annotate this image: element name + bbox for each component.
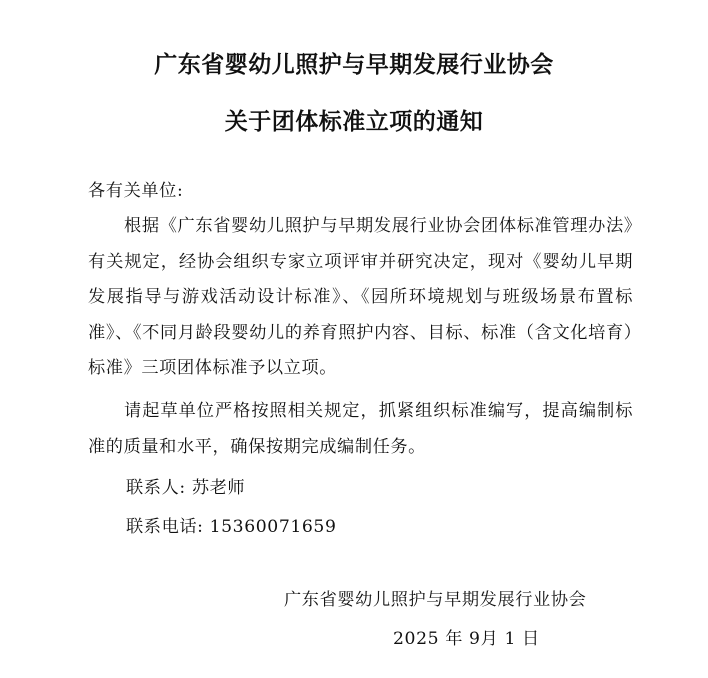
contact-person: 联系人: 苏老师 [126, 478, 246, 498]
paragraph-2: 请起草单位严格按照相关规定，抓紧组织标准编写，提高编制标准的质量和水平，确保按期完成编制任务。 [88, 401, 633, 457]
salutation: 各有关单位: [88, 181, 184, 201]
signature-date: 2025 年 9月 1 日 [393, 629, 540, 649]
document-title-line-2: 关于团体标准立项的通知 [224, 109, 484, 135]
signature-organization: 广东省婴幼儿照护与早期发展行业协会 [284, 590, 587, 610]
contact-phone: 联系电话: 15360071659 [126, 517, 337, 537]
document-title-line-1: 广东省婴幼儿照护与早期发展行业协会 [154, 52, 554, 78]
paragraph-1: 根据《广东省婴幼儿照护与早期发展行业协会团体标准管理办法》有关规定，经协会组织专家立项评审并研究决定，现对《婴幼儿早期发展指导与游戏活动设计标准》、《园所环境规划与班级场景布置标准》、《不同月龄段婴幼儿的养育照护内容、目标、标准（含文化培育）标准》三项团体标准予以立项。 [88, 216, 633, 378]
